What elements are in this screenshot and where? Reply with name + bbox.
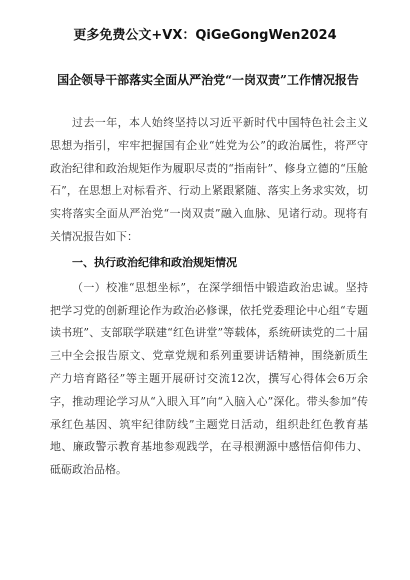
document-body [50,112,368,482]
section-heading: 一、执行政治纪律和政治规矩情况 [72,255,237,269]
document-title: 国企领导干部落实全面从严治党“一岗双责”工作情况报告 [57,73,359,87]
body-paragraph: （一）校准“思想坐标”，在深学细悟中锻造政治忠诚。坚持把学习党的创新理论作为政治必修课，依托党委理论中心组“专题读书班”、支部联学联建“红色讲堂”等载体，系统研读党的二十届三中全会报告原文、党章党规和系列重要讲话精神，围绕新质生产力培育路径”等主题开展研讨交流12次，撰写心得体会6万余字，推动理论学习从“入眼入耳”向“入脑入心”深化。带头参加“传承红色基因、筑牢纪律防线”主题党日活动，组织赴红色教育基地、廉政警示教育基地参观践学，在寻根溯源中感悟信仰伟力、砥砺政治品格。 [50,280,368,477]
promo-header: 更多免费公文+VX：QiGeGongWen2024 [73,28,337,43]
intro-paragraph: 过去一年，本人始终坚持以习近平新时代中国特色社会主义思想为指引，牢牢把握国有企业“姓党为公”的政治属性，将严守政治纪律和政治规矩作为履职尽责的“指南针”、修身立德的“压舱石”，在思想上对标看齐、行动上紧跟紧随、落实上务求实效，切实将落实全面从严治党“一岗双责”融入血脉、见诸行动。现将有关情况报告如下： [50,116,368,243]
